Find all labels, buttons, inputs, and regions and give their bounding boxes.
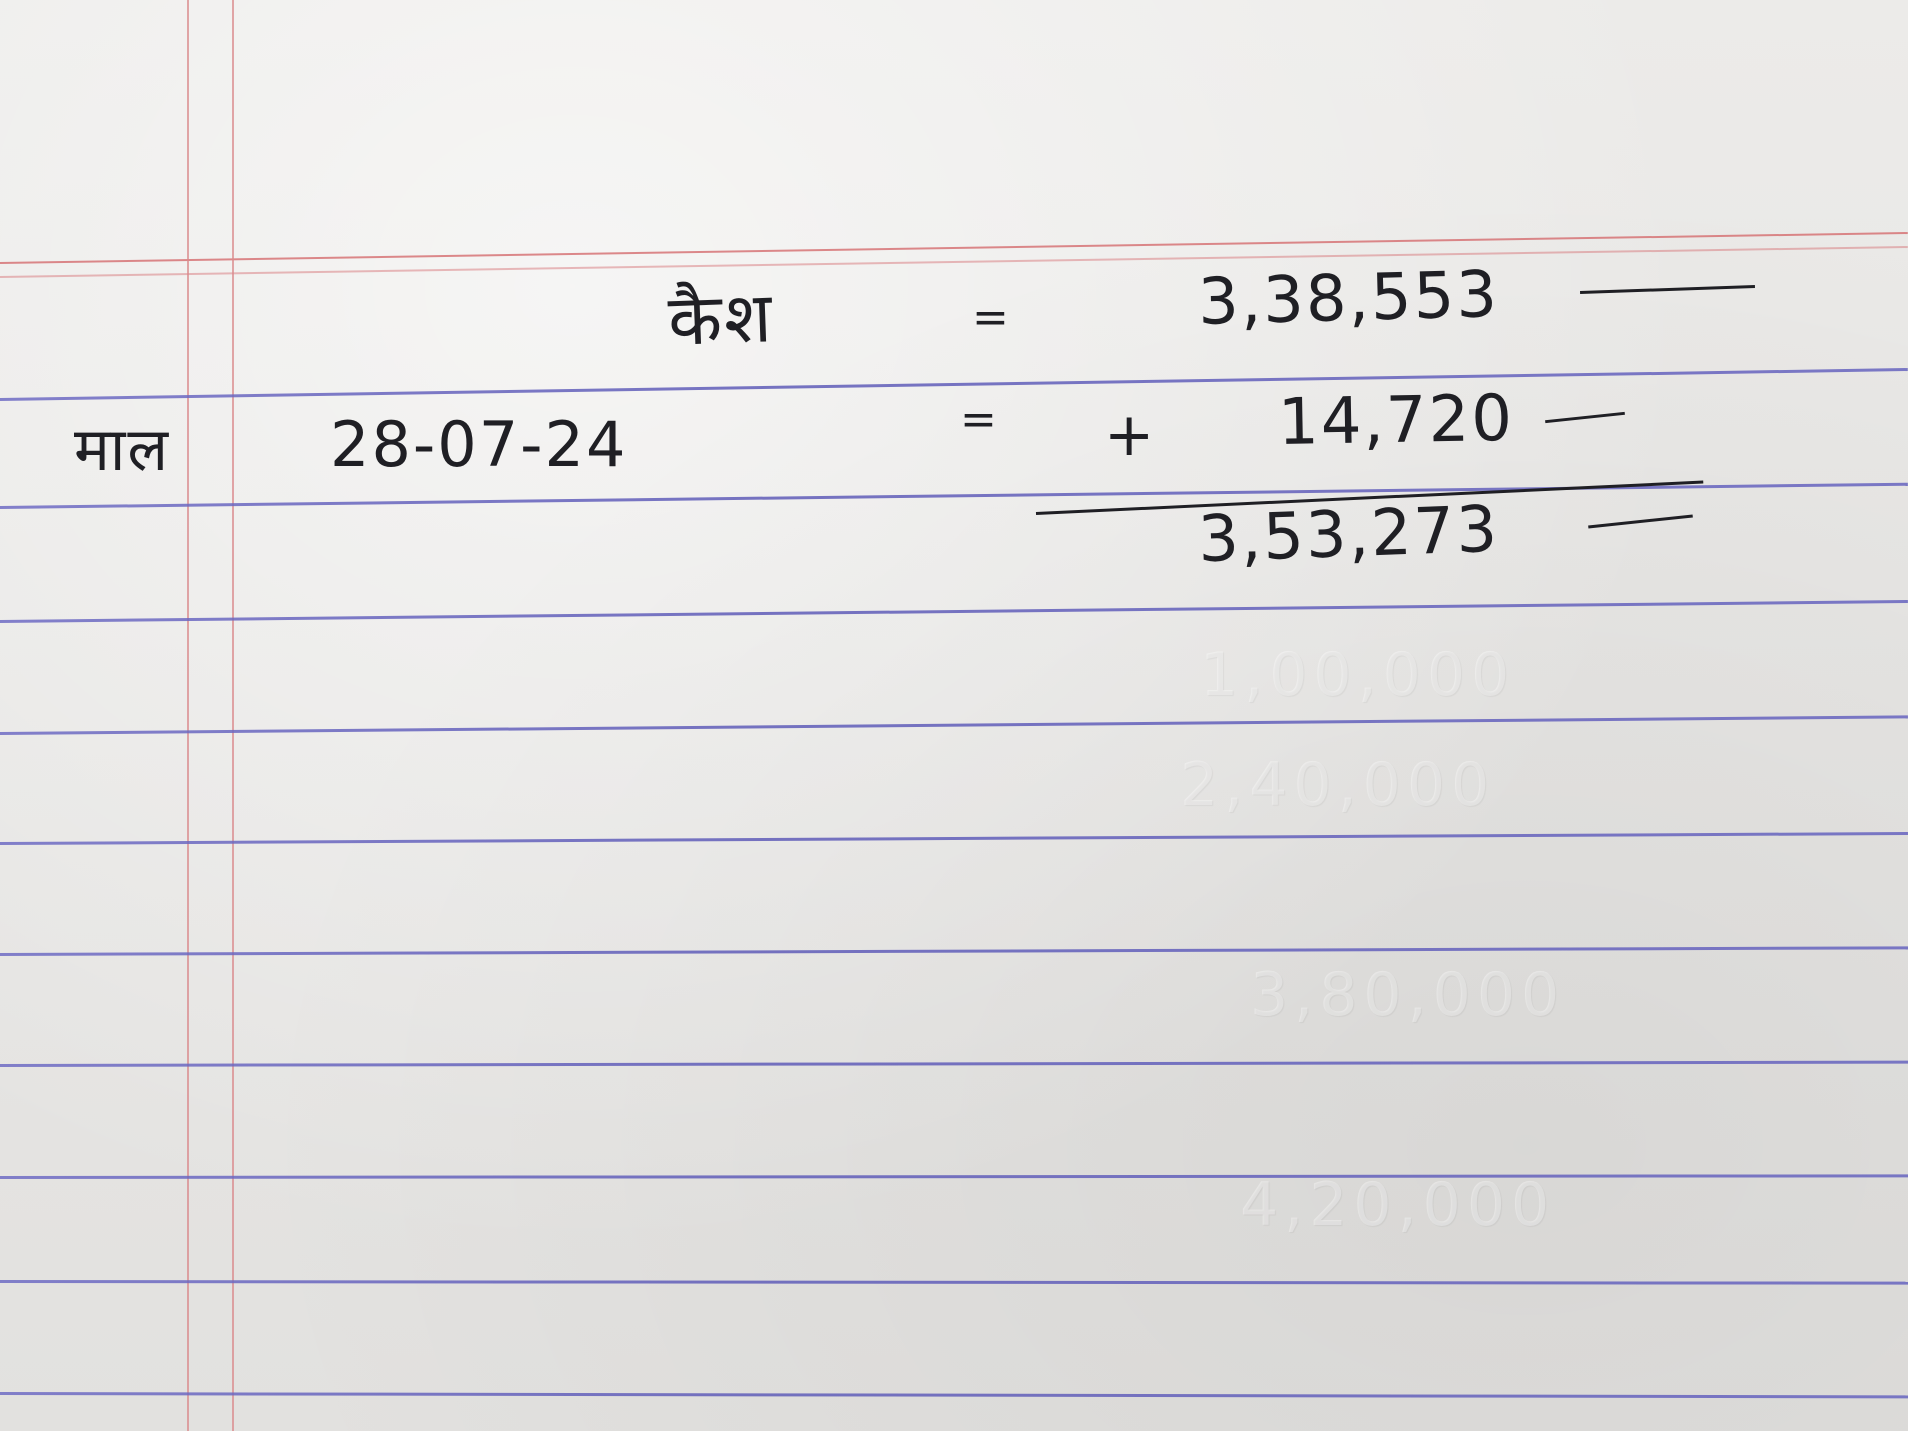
ruled-line bbox=[0, 368, 1908, 401]
row2-label: माल bbox=[74, 415, 171, 485]
header-rule-line bbox=[0, 232, 1908, 264]
row1-amount: 3,38,553 bbox=[1197, 258, 1500, 340]
row2-equals: = bbox=[960, 394, 997, 445]
row2-amount-dash bbox=[1545, 412, 1625, 423]
header-rule-line-2 bbox=[0, 246, 1908, 278]
margin-line-right bbox=[232, 0, 234, 1431]
ruled-line bbox=[0, 1174, 1908, 1179]
ruled-line bbox=[0, 715, 1908, 735]
ruled-line bbox=[0, 600, 1908, 623]
ruled-line bbox=[0, 832, 1908, 845]
emboss-texture: 2,40,000 bbox=[1180, 750, 1496, 820]
row1-label: कैश bbox=[666, 276, 775, 362]
ruled-line bbox=[0, 1061, 1908, 1067]
total-amount: 3,53,273 bbox=[1196, 492, 1501, 578]
row1-amount-dash bbox=[1580, 285, 1755, 294]
row1-equals: = bbox=[972, 292, 1009, 343]
ruled-line bbox=[0, 1392, 1908, 1398]
ruled-line bbox=[0, 946, 1908, 956]
total-amount-dash bbox=[1588, 515, 1693, 529]
margin-line-left bbox=[187, 0, 189, 1431]
row2-amount: 14,720 bbox=[1277, 381, 1515, 461]
emboss-texture: 1,00,000 bbox=[1200, 640, 1516, 710]
row2-plus-operator: + bbox=[1104, 400, 1155, 470]
emboss-texture: 3,80,000 bbox=[1250, 960, 1566, 1030]
emboss-texture: 4,20,000 bbox=[1240, 1170, 1556, 1240]
ruled-line bbox=[0, 1280, 1908, 1285]
row2-date: 28-07-24 bbox=[330, 408, 628, 481]
